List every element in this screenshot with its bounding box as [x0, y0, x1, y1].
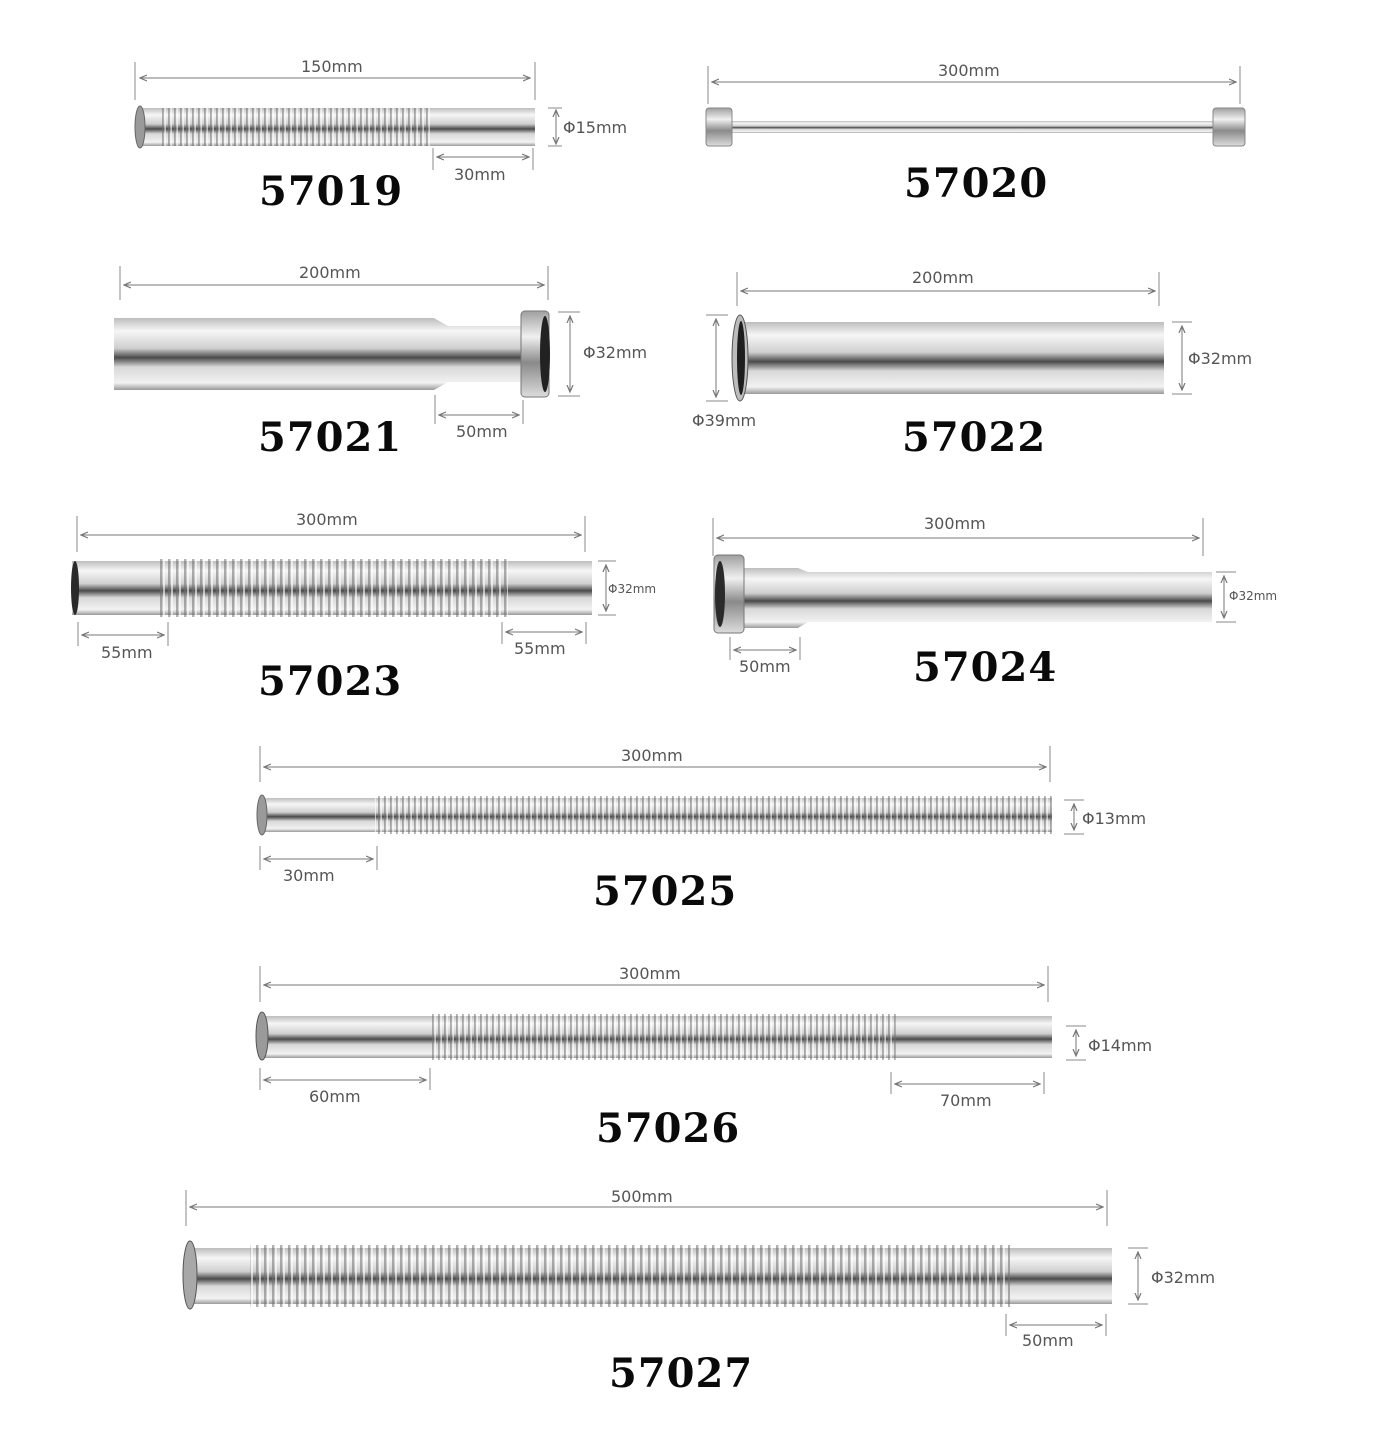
end-length-label: 50mm: [739, 657, 791, 676]
product-code: 57019: [259, 168, 404, 215]
product-57023-drawing: [71, 516, 616, 646]
end-length-label: 30mm: [454, 165, 506, 184]
product-57024-drawing: [713, 518, 1236, 660]
product-code: 57026: [596, 1105, 741, 1152]
left-end-length-label: 60mm: [309, 1087, 361, 1106]
product-code: 57020: [904, 160, 1049, 207]
product-code: 57021: [258, 414, 403, 461]
product-code: 57025: [593, 868, 738, 915]
left-end-length-label: 55mm: [101, 643, 153, 662]
end-length-label: 30mm: [283, 866, 335, 885]
end-length-label: 50mm: [456, 422, 508, 441]
product-57021-drawing: [114, 266, 580, 424]
product-57026-drawing: [256, 966, 1086, 1094]
diameter-label: Φ32mm: [583, 343, 648, 362]
length-label: 200mm: [912, 268, 974, 287]
right-end-length-label: 55mm: [514, 639, 566, 658]
product-code: 57022: [902, 414, 1047, 461]
diameter-label: Φ14mm: [1088, 1036, 1153, 1055]
length-label: 300mm: [938, 61, 1000, 80]
diameter-label: Φ32mm: [608, 582, 657, 596]
diameter-label: Φ13mm: [1082, 809, 1147, 828]
diameter-label: Φ32mm: [1188, 349, 1253, 368]
product-code: 57023: [258, 658, 403, 705]
product-code: 57027: [609, 1350, 754, 1397]
length-label: 300mm: [621, 746, 683, 765]
length-label: 300mm: [924, 514, 986, 533]
product-57022-drawing: [706, 272, 1192, 401]
diameter-label: Φ32mm: [1151, 1268, 1216, 1287]
length-label: 300mm: [296, 510, 358, 529]
right-end-length-label: 70mm: [940, 1091, 992, 1110]
length-label: 200mm: [299, 263, 361, 282]
product-code: 57024: [913, 644, 1058, 691]
flange-diameter-label: Φ39mm: [692, 411, 757, 430]
diameter-label: Φ32mm: [1229, 589, 1278, 603]
length-label: 300mm: [619, 964, 681, 983]
length-label: 150mm: [301, 57, 363, 76]
product-57027-drawing: [183, 1190, 1148, 1336]
diameter-label: Φ15mm: [563, 118, 628, 137]
length-label: 500mm: [611, 1187, 673, 1206]
end-length-label: 50mm: [1022, 1331, 1074, 1350]
product-57019-drawing: [135, 62, 562, 170]
